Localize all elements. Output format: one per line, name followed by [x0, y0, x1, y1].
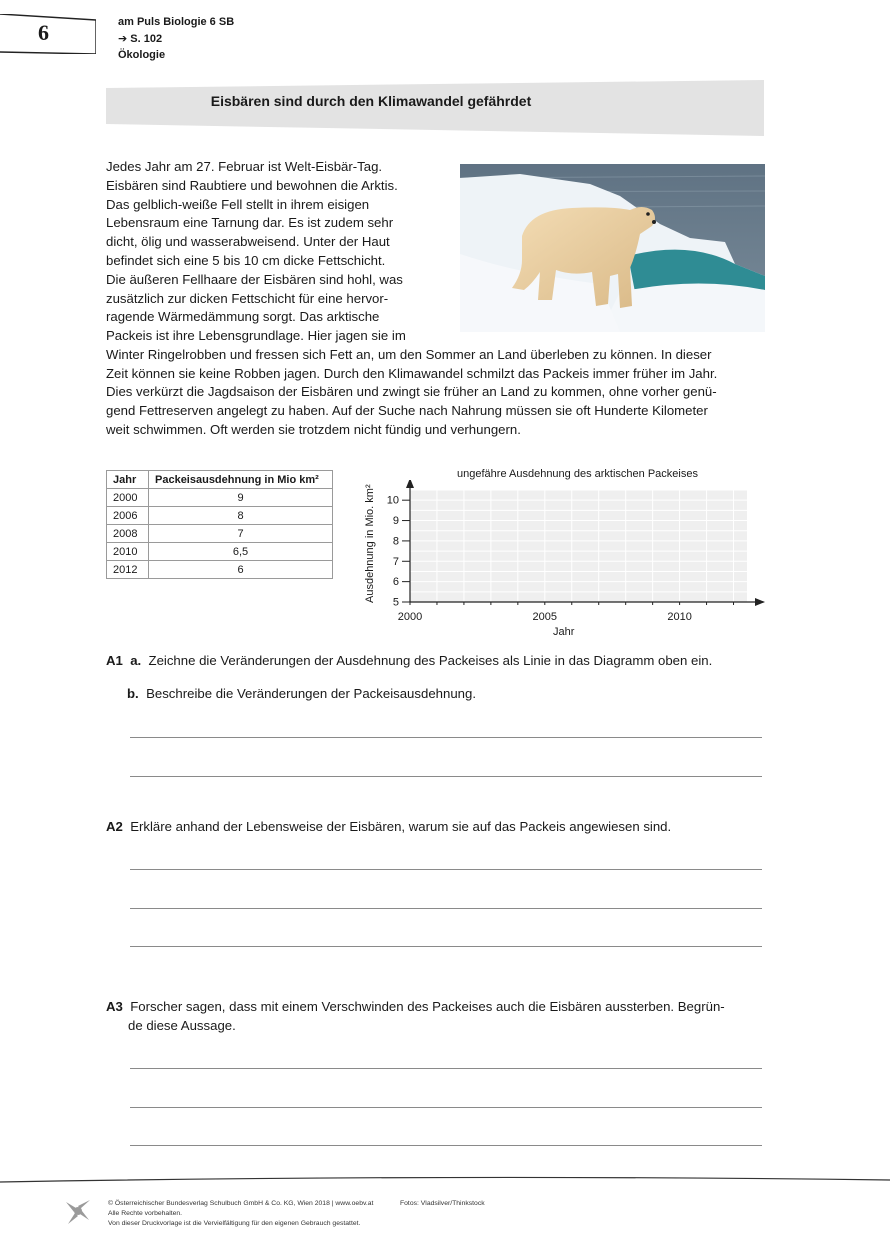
table-row [107, 525, 333, 543]
answer-line[interactable] [130, 1068, 762, 1069]
intro-line: zusätzlich zur dicken Fettschicht für eine hervor- [106, 291, 389, 306]
footer-divider [0, 1170, 890, 1184]
table-row [107, 489, 333, 507]
arrow-right-icon: ➔ [118, 33, 128, 45]
table-cell-value: 6,5 [149, 543, 333, 561]
table-header: Packeisausdehnung in Mio km² [149, 471, 333, 489]
publisher-logo-icon [62, 1196, 94, 1228]
page-reference: ➔ S. 102 [118, 33, 163, 45]
usage-notice: Von dieser Druckvorlage ist die Vervielfältigung für den eigenen Gebrauch gestattet. [108, 1220, 361, 1227]
chart-y-tick-label: 6 [392, 576, 399, 589]
table-cell-value: 6 [149, 561, 333, 579]
intro-line: Die äußeren Fellhaare der Eisbären sind hohl, was [106, 272, 403, 287]
intro-line: Eisbären sind Raubtiere und bewohnen die Arktis. [106, 178, 398, 193]
intro-line: weit schwimmen. Oft werden sie trotzdem nicht fündig und verhungern. [106, 422, 521, 437]
intro-line: Zeit können sie keine Robben jagen. Durch den Klimawandel schmilzt das Packeis immer früher im Jahr. [106, 366, 718, 381]
chart-x-tick-label: 2000 [397, 611, 423, 623]
chart-title: ungefähre Ausdehnung des arktischen Packeises [457, 468, 698, 480]
polar-bear-photo [460, 164, 765, 332]
answer-line[interactable] [130, 1107, 762, 1108]
photo-credit: Fotos: Vladsilver/Thinkstock [400, 1200, 485, 1207]
intro-line: Dies verkürzt die Jagdsaison der Eisbären und zwingt sie früher an Land zu kommen, ohne vorher genü- [106, 384, 717, 399]
table-cell-year: 2008 [107, 525, 149, 543]
intro-line: Jedes Jahr am 27. Februar ist Welt-Eisbär-Tag. [106, 159, 383, 174]
intro-line: Lebensraum eine Tarnung dar. Es ist zudem sehr [106, 215, 394, 230]
task-text: Erkläre anhand der Lebensweise der Eisbären, warum sie auf das Packeis angewiesen sind. [130, 819, 672, 834]
chart-x-tick-label: 2010 [667, 611, 692, 623]
answer-line[interactable] [130, 869, 762, 870]
chart-y-tick-label: 8 [392, 535, 399, 548]
chart-x-tick-label: 2005 [532, 611, 558, 623]
copyright-notice: © Österreichischer Bundesverlag Schulbuch GmbH & Co. KG, Wien 2018 | www.oebv.at [108, 1200, 374, 1207]
intro-line: gend Fettreserven angelegt zu haben. Auf der Suche nach Nahrung müssen sie oft Hunderte Kilometer [106, 403, 708, 418]
table-cell-year: 2010 [107, 543, 149, 561]
task-label: A2 [106, 819, 123, 834]
table-header: Jahr [107, 471, 149, 489]
intro-line: Winter Ringelrobben und fressen sich Fett an, um den Sommer an Land überleben zu können. In dieser [106, 347, 712, 362]
intro-line: ragende Wärmedämmung sorgt. Das arktische [106, 309, 380, 324]
task-a2 [106, 818, 671, 837]
table-row [107, 561, 333, 579]
table-header-row [107, 471, 333, 489]
ice-extent-table [106, 470, 333, 579]
table-row [107, 543, 333, 561]
intro-line: Das gelblich-weiße Fell stellt in ihrem eisigen [106, 197, 370, 212]
subtask-label: b. [127, 686, 139, 701]
chart-y-tick-label: 10 [386, 494, 399, 507]
task-a3 [106, 998, 725, 1017]
task-a3-continued: de diese Aussage. [128, 1018, 236, 1033]
chart-y-tick-label: 9 [392, 515, 399, 528]
page-number: 6 [38, 20, 49, 45]
answer-line[interactable] [130, 776, 762, 777]
task-label: A1 [106, 653, 123, 668]
chart-plot-area [410, 490, 747, 602]
answer-line[interactable] [130, 908, 762, 909]
rights-notice: Alle Rechte vorbehalten. [108, 1210, 183, 1217]
table-cell-value: 7 [149, 525, 333, 543]
task-a1b [127, 685, 476, 704]
answer-line[interactable] [130, 737, 762, 738]
answer-line[interactable] [130, 1145, 762, 1146]
chart-x-axis-arrow-icon [755, 598, 765, 606]
table-cell-year: 2006 [107, 507, 149, 525]
topic-label: Ökologie [118, 49, 166, 61]
subtask-label: a. [130, 653, 142, 668]
chart-y-axis-label: Ausdehnung in Mio. km² [364, 484, 376, 603]
answer-line[interactable] [130, 946, 762, 947]
chart-y-tick-label: 7 [392, 555, 399, 568]
chart-x-axis-label: Jahr [552, 626, 575, 638]
table-cell-value: 9 [149, 489, 333, 507]
table-cell-year: 2012 [107, 561, 149, 579]
chart-y-axis-arrow-icon [406, 480, 414, 488]
intro-line: dicht, ölig und wasserabweisend. Unter der Haut [106, 234, 390, 249]
book-title: am Puls Biologie 6 SB [118, 16, 235, 28]
task-a1a [106, 652, 712, 671]
ice-extent-chart[interactable] [360, 480, 770, 645]
table-row [107, 507, 333, 525]
task-text: Beschreibe die Veränderungen der Packeisausdehnung. [146, 686, 476, 701]
intro-line: Packeis ist ihre Lebensgrundlage. Hier jagen sie im [106, 328, 406, 343]
table-cell-value: 8 [149, 507, 333, 525]
chart-y-tick-label: 5 [392, 596, 399, 609]
worksheet-title: Eisbären sind durch den Klimawandel gefährdet [210, 93, 532, 109]
task-text: Zeichne die Veränderungen der Ausdehnung des Packeises als Linie in das Diagramm oben ein. [148, 653, 713, 668]
table-cell-year: 2000 [107, 489, 149, 507]
task-text: Forscher sagen, dass mit einem Verschwinden des Packeises auch die Eisbären aussterben. Begrün- [130, 999, 725, 1014]
intro-line: befindet sich eine 5 bis 10 cm dicke Fettschicht. [106, 253, 386, 268]
task-label: A3 [106, 999, 123, 1014]
